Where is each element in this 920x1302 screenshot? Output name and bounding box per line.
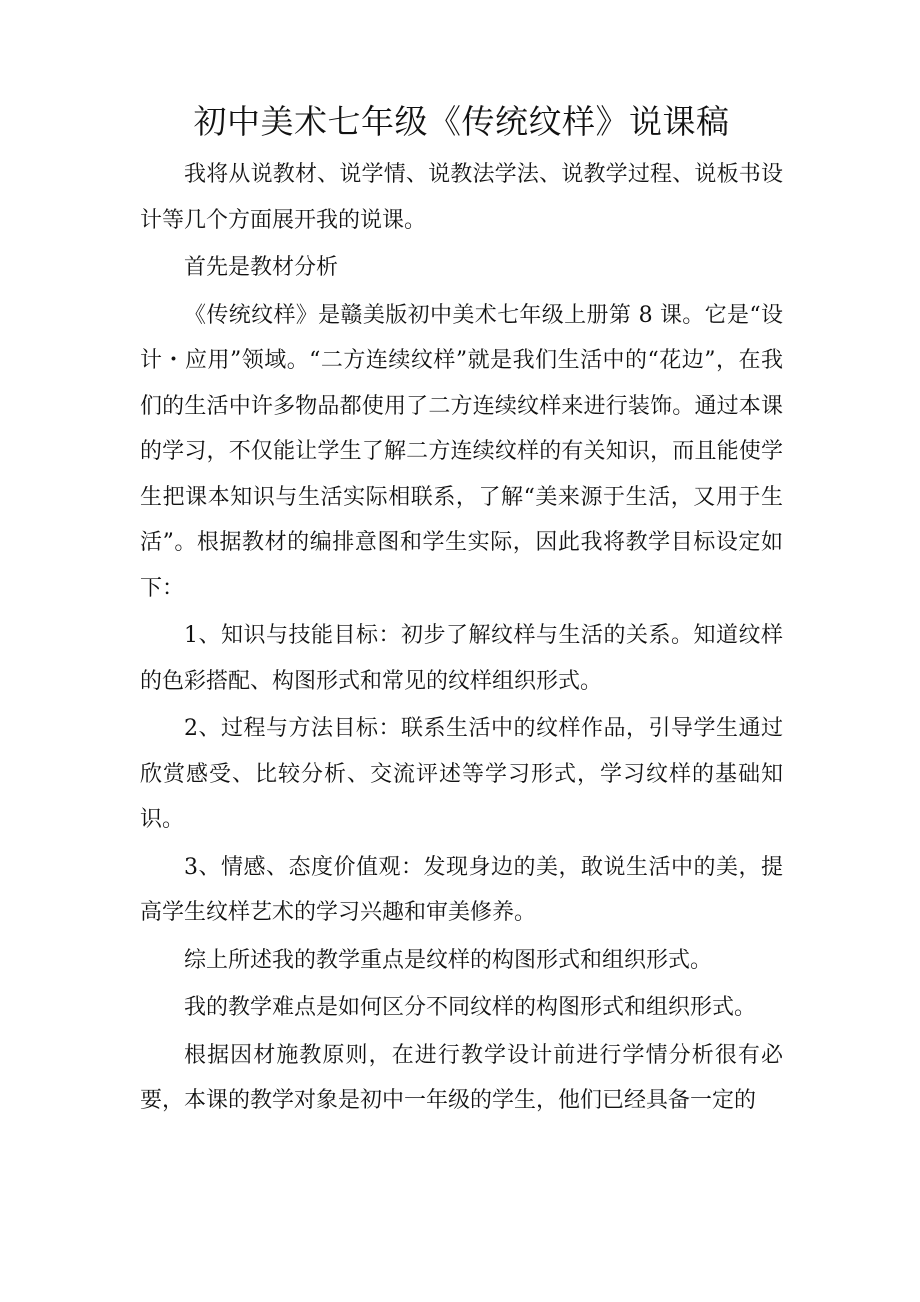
paragraph-textbook-analysis: 《传统纹样》是赣美版初中美术七年级上册第 8 课。它是“设计・应用”领域。“二方连续纹样”就是我们生活中的“花边”，在我们的生活中许多物品都使用了二方连续纹样来进行装饰。通过本课的学习，不仅能让学生了解二方连续纹样的有关知识，而且能使学生把课本知识与生活实际相联系，了解“美来源于生活，又用于生活”。根据教材的编排意图和学生实际，因此我将教学目标设定如下： xyxy=(140,302,783,601)
paragraph-goal-process: 2、过程与方法目标：联系生活中的纹样作品，引导学生通过欣赏感受、比较分析、交流评述等学习形式，学习纹样的基础知识。 xyxy=(140,716,783,832)
paragraph-difficulty: 我的教学难点是如何区分不同纹样的构图形式和组织形式。 xyxy=(184,995,757,1020)
paragraph-intro: 我将从说教材、说学情、说教法学法、说教学过程、说板书设计等几个方面展开我的说课。 xyxy=(140,162,783,233)
document-page xyxy=(140,98,783,1126)
paragraph-student-analysis: 根据因材施教原则，在进行教学设计前进行学情分析很有必要，本课的教学对象是初中一年级的学生，他们已经具备一定的 xyxy=(140,1042,783,1113)
paragraph-key-point: 综上所述我的教学重点是纹样的构图形式和组织形式。 xyxy=(184,947,713,973)
document-title: 初中美术七年级《传统纹样》说课稿 xyxy=(193,102,730,141)
paragraph-goal-emotion: 3、情感、态度价值观：发现身边的美，敢说生活中的美，提高学生纹样艺术的学习兴趣和审美修养。 xyxy=(140,854,783,925)
paragraph-goal-knowledge: 1、知识与技能目标：初步了解纹样与生活的关系。知道纹样的色彩搭配、构图形式和常见的纹样组织形式。 xyxy=(140,623,783,694)
paragraph-textbook-heading: 首先是教材分析 xyxy=(184,255,339,280)
